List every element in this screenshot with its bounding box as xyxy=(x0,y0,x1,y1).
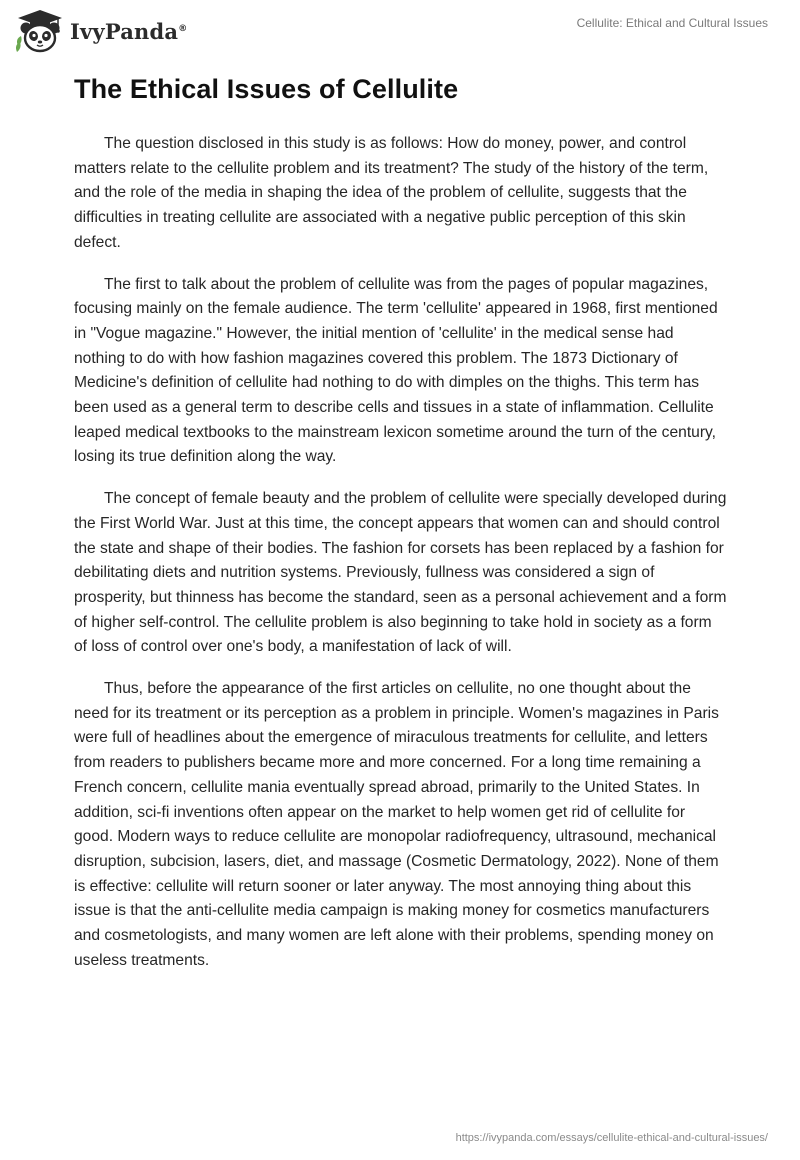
source-url[interactable]: https://ivypanda.com/essays/cellulite-ethical-and-cultural-issues/ xyxy=(455,1132,768,1144)
running-title: Cellulite: Ethical and Cultural Issues xyxy=(576,16,768,30)
paragraph: The first to talk about the problem of cellulite was from the pages of popular magazines, focusing mainly on the female audience. The term 'cellulite' appeared in 1968, first mentioned in "Vogue magazine." However, the initial mention of 'cellulite' in the medical sense had nothing to do with how fashion magazines covered this problem. The 1873 Dictionary of Medicine's definition of cellulite had nothing to do with dimples on the thighs. This term has been used as a general term to describe cells and tissues in a state of inflammation. Cellulite leaped medical textbooks to the mainstream lexicon sometime around the turn of the century, losing its true definition along the way. xyxy=(74,275,718,466)
essay-body xyxy=(74,132,728,991)
paragraph: The concept of female beauty and the problem of cellulite were specially developed during the First World War. Just at this time, the concept appears that women can and should control the state and shape of their bodies. The fashion for corsets has been replaced by a fashion for debilitating diets and nutrition systems. Previously, fullness was considered a sign of prosperity, but thinness has become the standard, seen as a personal achievement and a form of higher self-control. The cellulite problem is also beginning to take hold in society as a form of loss of control over one's body, a manifestation of lack of will. xyxy=(74,490,727,656)
brand-registered-mark: ® xyxy=(178,23,188,34)
page-title: The Ethical Issues of Cellulite xyxy=(74,74,459,104)
paragraph: Thus, before the appearance of the first articles on cellulite, no one thought about the need for its treatment or its perception as a problem in principle. Women's magazines in Paris were full of headlines about the emergence of miraculous treatments for cellulite, and letters from readers to publishers became more and more concerned. For a long time remaining a French concern, cellulite mania eventually spread abroad, primarily to the United States. In addition, sci-fi inventions often appear on the market to help women get rid of cellulite for good. Modern ways to reduce cellulite are monopolar radiofrequency, ultrasound, mechanical disruption, subcision, lasers, diet, and massage (Cosmetic Dermatology, 2022). None of them is effective: cellulite will return sooner or later anyway. The most annoying thing about this issue is that the anti-cellulite media campaign is making money for cosmetics manufacturers and cosmetologists, and many women are left alone with their problems, spending money on useless treatments. xyxy=(74,680,719,969)
page-header xyxy=(0,0,800,60)
paragraph: The question disclosed in this study is as follows: How do money, power, and control matters relate to the cellulite problem and its treatment? The study of the history of the term, and the role of the media in shaping the idea of the problem of cellulite, suggests that the difficulties in treating cellulite are associated with a negative public perception of this skin defect. xyxy=(74,135,709,251)
brand-name-text: IvyPanda xyxy=(70,18,179,44)
brand-logo[interactable] xyxy=(14,8,187,54)
panda-graduate-icon xyxy=(14,8,66,54)
brand-name xyxy=(70,19,187,44)
